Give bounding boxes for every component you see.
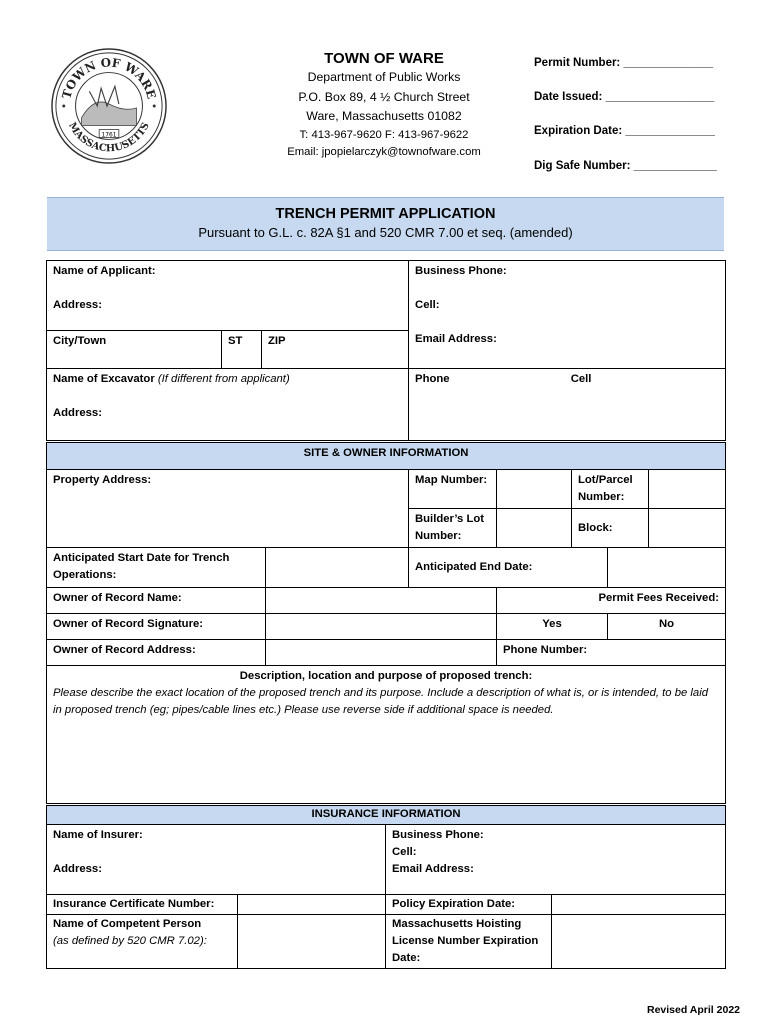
applicant-contact-cell[interactable]: [409, 261, 726, 369]
insurance-section: [46, 805, 726, 969]
form-title: TRENCH PERMIT APPLICATION: [275, 206, 496, 222]
excavator-cell-label: Cell: [570, 373, 592, 385]
block-input[interactable]: [649, 509, 726, 548]
hoisting-license-input[interactable]: [552, 915, 726, 969]
cert-number-label: Insurance Certificate Number:: [47, 895, 238, 915]
lot-parcel-input[interactable]: [649, 470, 726, 509]
dig-safe-number-field[interactable]: Dig Safe Number: _____________: [534, 160, 717, 172]
excavator-note: (If different from applicant): [157, 373, 290, 385]
property-address-field[interactable]: Property Address:: [47, 470, 409, 548]
department-header: [262, 50, 506, 161]
form-title-band: [47, 197, 724, 251]
excavator-cell[interactable]: [47, 369, 409, 441]
svg-text:MASSACHUSETTS: MASSACHUSETTS: [66, 120, 152, 155]
owner-name-input[interactable]: [266, 588, 497, 614]
end-date-input[interactable]: [608, 548, 726, 588]
builders-lot-label: Builder’s Lot Number:: [409, 509, 497, 548]
excavator-address-label: Address:: [53, 407, 102, 419]
block-label: Block:: [572, 509, 649, 548]
fees-no-option[interactable]: No: [608, 614, 726, 640]
map-number-input[interactable]: [497, 470, 572, 509]
policy-exp-label: Policy Expiration Date:: [386, 895, 552, 915]
excavator-phone-label: Phone: [415, 373, 450, 385]
phone-number-field[interactable]: Phone Number:: [497, 640, 726, 666]
fees-yes-option[interactable]: Yes: [497, 614, 608, 640]
owner-address-input[interactable]: [266, 640, 497, 666]
trench-description-area[interactable]: [47, 666, 726, 804]
map-number-label: Map Number:: [409, 470, 497, 509]
expiration-date-field[interactable]: Expiration Date: ______________: [534, 125, 715, 137]
owner-name-label: Owner of Record Name:: [47, 588, 266, 614]
permit-fees-label: Permit Fees Received:: [497, 588, 726, 614]
business-phone-label: Business Phone:: [415, 265, 507, 277]
applicant-cell[interactable]: [47, 261, 409, 331]
applicant-name-label: Name of Applicant:: [53, 265, 156, 277]
dept-city: Ware, Massachusetts 01082: [306, 109, 462, 123]
city-town-field[interactable]: City/Town: [47, 331, 222, 369]
email-label: Email Address:: [415, 333, 497, 345]
applicant-section: [46, 260, 726, 441]
owner-address-label: Owner of Record Address:: [47, 640, 266, 666]
cell-label: Cell:: [415, 299, 440, 311]
dept-phone: T: 413-967-9620 F: 413-967-9622: [299, 128, 469, 141]
excavator-label: Name of Excavator: [53, 373, 155, 385]
town-seal-logo: [50, 47, 168, 165]
description-title: Description, location and purpose of proposed trench:: [239, 670, 533, 682]
dept-address: P.O. Box 89, 4 ½ Church Street: [298, 89, 470, 104]
insurer-cell[interactable]: [47, 825, 386, 895]
site-section-header: SITE & OWNER INFORMATION: [47, 443, 726, 470]
revision-note: Revised April 2022: [647, 1004, 740, 1016]
state-field[interactable]: ST: [222, 331, 262, 369]
start-date-label: Anticipated Start Date for Trench Operations:: [47, 548, 266, 588]
insurer-cell-label: Cell:: [392, 846, 417, 858]
insurer-email-label: Email Address:: [392, 863, 474, 875]
description-instructions: Please describe the exact location of the proposed trench and its purpose. Include a description of what is, or is intended, to be laid in proposed trench (eg; pipes/cable lines etc.) Please use reverse side if additional space is needed.: [53, 687, 708, 716]
dept-email: Email: jpopielarczyk@townofware.com: [287, 145, 481, 158]
start-date-input[interactable]: [266, 548, 409, 588]
town-title: TOWN OF WARE: [324, 50, 444, 67]
date-issued-field[interactable]: Date Issued: _________________: [534, 91, 715, 103]
builders-lot-input[interactable]: [497, 509, 572, 548]
insurance-section-header: INSURANCE INFORMATION: [47, 806, 726, 825]
dept-name: Department of Public Works: [307, 70, 461, 84]
insurer-address-label: Address:: [53, 863, 102, 875]
competent-person-label: Name of Competent Person: [53, 918, 202, 930]
lot-parcel-label: Lot/Parcel Number:: [572, 470, 649, 509]
cert-number-input[interactable]: [238, 895, 386, 915]
insurer-contact-cell[interactable]: [386, 825, 726, 895]
owner-signature-input[interactable]: [266, 614, 497, 640]
end-date-label: Anticipated End Date:: [409, 548, 608, 588]
owner-signature-label: Owner of Record Signature:: [47, 614, 266, 640]
competent-person-input[interactable]: [238, 915, 386, 969]
applicant-address-label: Address:: [53, 299, 102, 311]
hoisting-license-label: Massachusetts Hoisting License Number Expiration Date:: [386, 915, 552, 969]
competent-person-note: (as defined by 520 CMR 7.02):: [53, 935, 207, 947]
competent-person-cell: [47, 915, 238, 969]
svg-text:TOWN OF WARE: TOWN OF WARE: [59, 55, 159, 101]
site-owner-section: [46, 442, 726, 804]
excavator-contact-cell[interactable]: [409, 369, 726, 441]
insurer-phone-label: Business Phone:: [392, 829, 484, 841]
zip-field[interactable]: ZIP: [262, 331, 409, 369]
permit-number-field[interactable]: Permit Number: ______________: [534, 57, 714, 69]
form-subtitle: Pursuant to G.L. c. 82A §1 and 520 CMR 7.00 et seq. (amended): [198, 225, 573, 240]
seal-year: 1761: [101, 132, 117, 139]
insurer-name-label: Name of Insurer:: [53, 829, 143, 841]
policy-exp-input[interactable]: [552, 895, 726, 915]
